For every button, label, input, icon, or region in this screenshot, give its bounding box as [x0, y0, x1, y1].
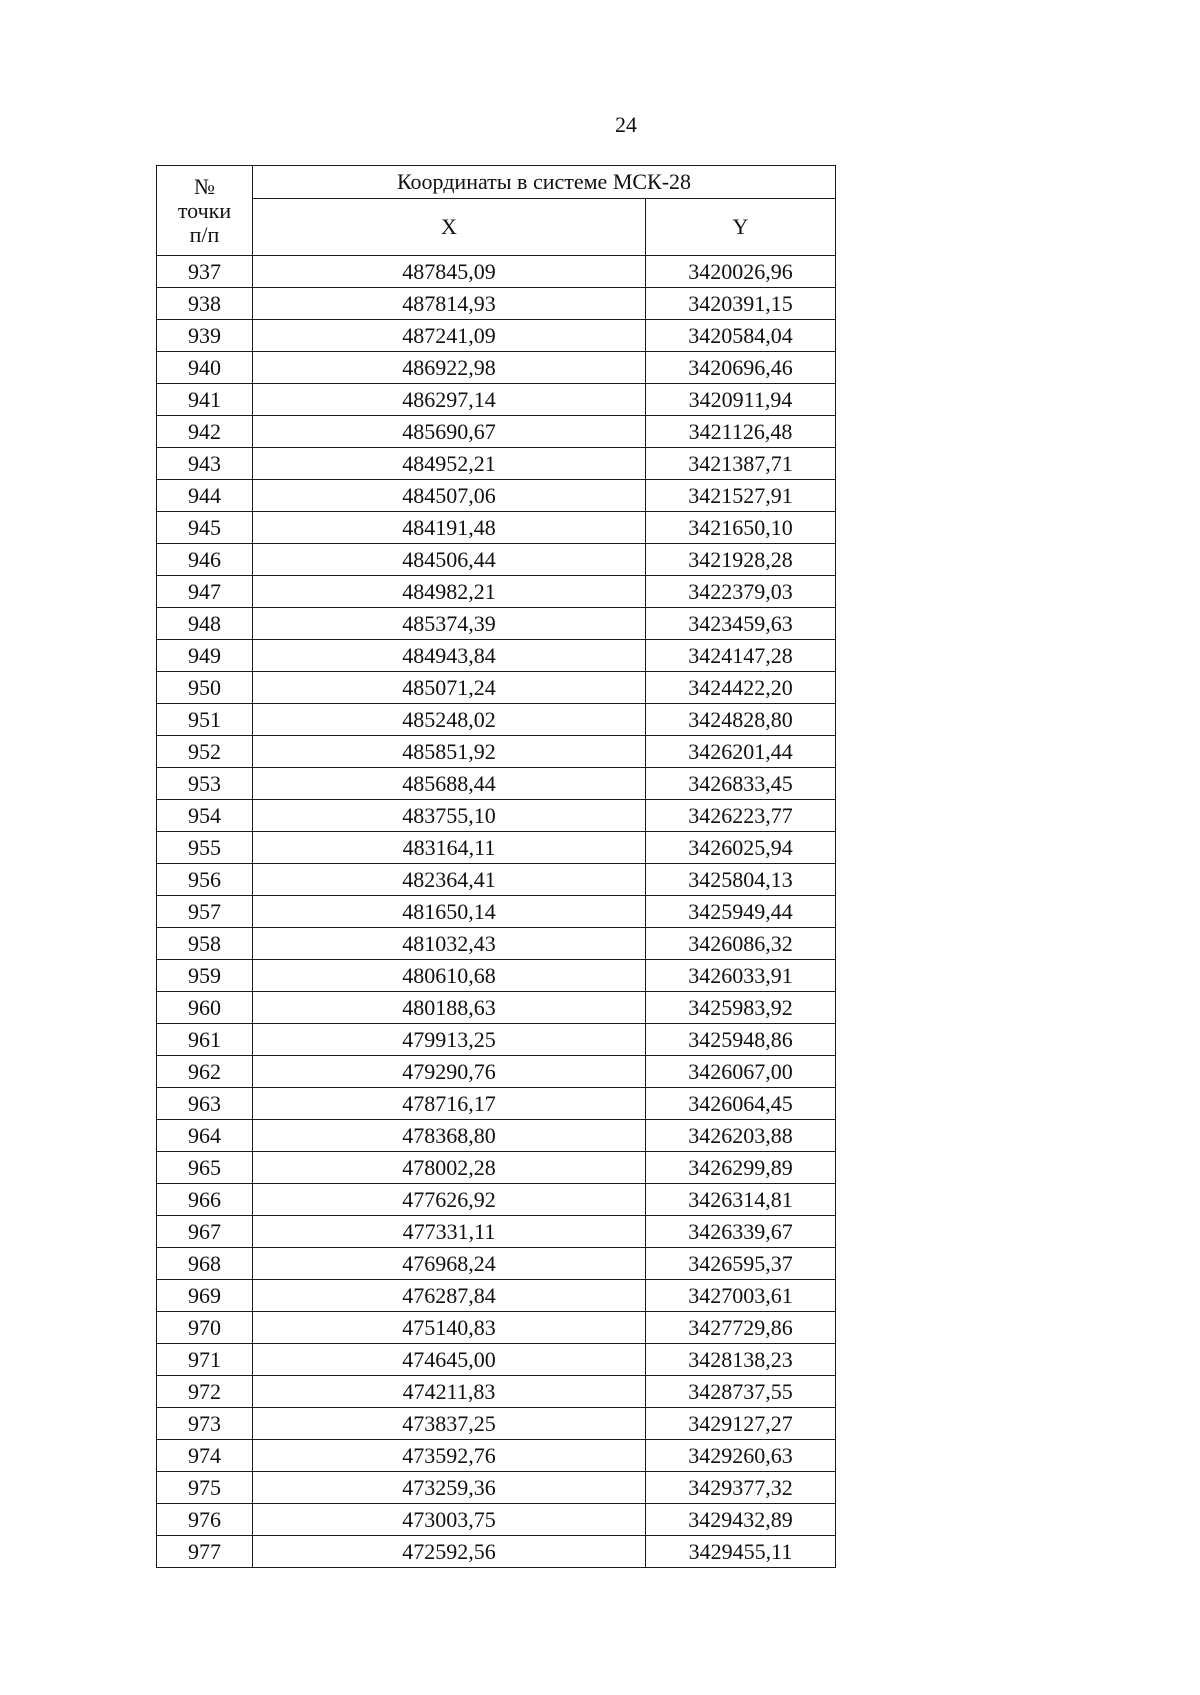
table-row — [157, 1024, 836, 1056]
point-number-cell: 958 — [157, 928, 253, 960]
y-coordinate-cell: 3420584,04 — [646, 320, 836, 352]
x-coordinate-cell: 474645,00 — [253, 1344, 646, 1376]
point-number-cell: 972 — [157, 1376, 253, 1408]
x-coordinate-cell: 480610,68 — [253, 960, 646, 992]
table-row — [157, 608, 836, 640]
table-row — [157, 320, 836, 352]
y-coordinate-cell: 3426086,32 — [646, 928, 836, 960]
point-number-cell: 939 — [157, 320, 253, 352]
point-number-cell: 966 — [157, 1184, 253, 1216]
y-coordinate-cell: 3429455,11 — [646, 1536, 836, 1568]
table-row — [157, 1056, 836, 1088]
x-coordinate-cell: 485248,02 — [253, 704, 646, 736]
point-number-cell: 946 — [157, 544, 253, 576]
point-number-cell: 940 — [157, 352, 253, 384]
table-row — [157, 256, 836, 288]
y-coordinate-cell: 3421650,10 — [646, 512, 836, 544]
table-row — [157, 288, 836, 320]
table-row — [157, 928, 836, 960]
point-number-cell: 962 — [157, 1056, 253, 1088]
x-coordinate-cell: 475140,83 — [253, 1312, 646, 1344]
y-coordinate-cell: 3421126,48 — [646, 416, 836, 448]
x-column-header: X — [253, 199, 646, 256]
y-coordinate-cell: 3426314,81 — [646, 1184, 836, 1216]
x-coordinate-cell: 478368,80 — [253, 1120, 646, 1152]
y-coordinate-cell: 3426299,89 — [646, 1152, 836, 1184]
point-number-cell: 949 — [157, 640, 253, 672]
table-row — [157, 1184, 836, 1216]
point-number-cell: 971 — [157, 1344, 253, 1376]
y-coordinate-cell: 3422379,03 — [646, 576, 836, 608]
x-coordinate-cell: 487814,93 — [253, 288, 646, 320]
y-coordinate-cell: 3427003,61 — [646, 1280, 836, 1312]
x-coordinate-cell: 485851,92 — [253, 736, 646, 768]
table-row — [157, 1088, 836, 1120]
y-coordinate-cell: 3426833,45 — [646, 768, 836, 800]
point-number-cell: 965 — [157, 1152, 253, 1184]
y-column-header: Y — [646, 199, 836, 256]
x-coordinate-cell: 477331,11 — [253, 1216, 646, 1248]
point-number-cell: 951 — [157, 704, 253, 736]
x-coordinate-cell: 483755,10 — [253, 800, 646, 832]
x-coordinate-cell: 485071,24 — [253, 672, 646, 704]
y-coordinate-cell: 3426203,88 — [646, 1120, 836, 1152]
x-coordinate-cell: 477626,92 — [253, 1184, 646, 1216]
x-coordinate-cell: 474211,83 — [253, 1376, 646, 1408]
point-number-cell: 960 — [157, 992, 253, 1024]
y-coordinate-cell: 3426223,77 — [646, 800, 836, 832]
y-coordinate-cell: 3424422,20 — [646, 672, 836, 704]
table-row — [157, 1312, 836, 1344]
table-row — [157, 672, 836, 704]
y-coordinate-cell: 3424828,80 — [646, 704, 836, 736]
table-row — [157, 1376, 836, 1408]
point-number-cell: 974 — [157, 1440, 253, 1472]
table-row — [157, 576, 836, 608]
point-number-cell: 964 — [157, 1120, 253, 1152]
table-row — [157, 1248, 836, 1280]
point-number-cell: 977 — [157, 1536, 253, 1568]
point-number-cell: 973 — [157, 1408, 253, 1440]
y-coordinate-cell: 3425948,86 — [646, 1024, 836, 1056]
x-coordinate-cell: 479913,25 — [253, 1024, 646, 1056]
x-coordinate-cell: 484943,84 — [253, 640, 646, 672]
x-coordinate-cell: 482364,41 — [253, 864, 646, 896]
point-number-header — [157, 166, 253, 256]
table-row — [157, 1152, 836, 1184]
y-coordinate-cell: 3428138,23 — [646, 1344, 836, 1376]
y-coordinate-cell: 3420391,15 — [646, 288, 836, 320]
point-number-cell: 937 — [157, 256, 253, 288]
x-coordinate-cell: 485690,67 — [253, 416, 646, 448]
y-coordinate-cell: 3426339,67 — [646, 1216, 836, 1248]
x-coordinate-cell: 485374,39 — [253, 608, 646, 640]
point-number-cell: 950 — [157, 672, 253, 704]
y-coordinate-cell: 3424147,28 — [646, 640, 836, 672]
y-coordinate-cell: 3421527,91 — [646, 480, 836, 512]
table-row — [157, 1280, 836, 1312]
point-number-cell: 968 — [157, 1248, 253, 1280]
x-coordinate-cell: 481650,14 — [253, 896, 646, 928]
y-coordinate-cell: 3427729,86 — [646, 1312, 836, 1344]
x-coordinate-cell: 487241,09 — [253, 320, 646, 352]
x-coordinate-cell: 484982,21 — [253, 576, 646, 608]
table-row — [157, 448, 836, 480]
x-coordinate-cell: 487845,09 — [253, 256, 646, 288]
table-row — [157, 864, 836, 896]
point-number-cell: 943 — [157, 448, 253, 480]
point-number-cell: 947 — [157, 576, 253, 608]
y-coordinate-cell: 3428737,55 — [646, 1376, 836, 1408]
x-coordinate-cell: 483164,11 — [253, 832, 646, 864]
x-coordinate-cell: 480188,63 — [253, 992, 646, 1024]
table-row — [157, 832, 836, 864]
x-coordinate-cell: 484952,21 — [253, 448, 646, 480]
point-number-cell: 953 — [157, 768, 253, 800]
point-number-cell: 942 — [157, 416, 253, 448]
point-number-cell: 956 — [157, 864, 253, 896]
point-number-cell: 938 — [157, 288, 253, 320]
x-coordinate-cell: 476968,24 — [253, 1248, 646, 1280]
y-coordinate-cell: 3421928,28 — [646, 544, 836, 576]
table-row — [157, 352, 836, 384]
point-number-cell: 954 — [157, 800, 253, 832]
table-row — [157, 480, 836, 512]
y-coordinate-cell: 3425983,92 — [646, 992, 836, 1024]
y-coordinate-cell: 3429260,63 — [646, 1440, 836, 1472]
page-number: 24 — [615, 112, 637, 137]
y-coordinate-cell: 3429377,32 — [646, 1472, 836, 1504]
table-row — [157, 544, 836, 576]
x-coordinate-cell: 473592,76 — [253, 1440, 646, 1472]
point-number-cell: 941 — [157, 384, 253, 416]
y-coordinate-cell: 3426064,45 — [646, 1088, 836, 1120]
table-body — [157, 256, 836, 1568]
coordinates-group-header: Координаты в системе МСК-28 — [253, 166, 836, 199]
y-coordinate-cell: 3429127,27 — [646, 1408, 836, 1440]
y-coordinate-cell: 3420696,46 — [646, 352, 836, 384]
x-coordinate-cell: 473003,75 — [253, 1504, 646, 1536]
x-coordinate-cell: 473837,25 — [253, 1408, 646, 1440]
table-row — [157, 1472, 836, 1504]
table-row — [157, 416, 836, 448]
point-number-header-line2: точки — [177, 197, 232, 223]
y-coordinate-cell: 3426595,37 — [646, 1248, 836, 1280]
point-number-cell: 955 — [157, 832, 253, 864]
point-number-cell: 957 — [157, 896, 253, 928]
point-number-header-line3: п/п — [189, 221, 220, 247]
y-coordinate-cell: 3420026,96 — [646, 256, 836, 288]
table-row — [157, 512, 836, 544]
x-coordinate-cell: 478002,28 — [253, 1152, 646, 1184]
point-number-cell: 970 — [157, 1312, 253, 1344]
point-number-cell: 961 — [157, 1024, 253, 1056]
point-number-cell: 952 — [157, 736, 253, 768]
x-coordinate-cell: 476287,84 — [253, 1280, 646, 1312]
table-row — [157, 1216, 836, 1248]
point-number-cell: 967 — [157, 1216, 253, 1248]
y-coordinate-cell: 3429432,89 — [646, 1504, 836, 1536]
x-coordinate-cell: 481032,43 — [253, 928, 646, 960]
x-coordinate-cell: 484507,06 — [253, 480, 646, 512]
table-row — [157, 960, 836, 992]
point-number-cell: 944 — [157, 480, 253, 512]
point-number-cell: 975 — [157, 1472, 253, 1504]
point-number-cell: 948 — [157, 608, 253, 640]
x-coordinate-cell: 484506,44 — [253, 544, 646, 576]
y-coordinate-cell: 3426067,00 — [646, 1056, 836, 1088]
y-coordinate-cell: 3426201,44 — [646, 736, 836, 768]
x-coordinate-cell: 484191,48 — [253, 512, 646, 544]
x-coordinate-cell: 479290,76 — [253, 1056, 646, 1088]
table-row — [157, 1504, 836, 1536]
x-coordinate-cell: 472592,56 — [253, 1536, 646, 1568]
table-row — [157, 736, 836, 768]
point-number-cell: 963 — [157, 1088, 253, 1120]
table-row — [157, 1536, 836, 1568]
x-coordinate-cell: 486297,14 — [253, 384, 646, 416]
y-coordinate-cell: 3425804,13 — [646, 864, 836, 896]
point-number-cell: 945 — [157, 512, 253, 544]
table-row — [157, 640, 836, 672]
table-row — [157, 1408, 836, 1440]
x-coordinate-cell: 473259,36 — [253, 1472, 646, 1504]
point-number-cell: 969 — [157, 1280, 253, 1312]
y-coordinate-cell: 3420911,94 — [646, 384, 836, 416]
table-row — [157, 896, 836, 928]
table-row — [157, 1120, 836, 1152]
x-coordinate-cell: 485688,44 — [253, 768, 646, 800]
table-row — [157, 1344, 836, 1376]
table-row — [157, 768, 836, 800]
coordinates-table — [156, 165, 836, 1568]
y-coordinate-cell: 3421387,71 — [646, 448, 836, 480]
table-row — [157, 384, 836, 416]
table-row — [157, 704, 836, 736]
point-number-cell: 959 — [157, 960, 253, 992]
x-coordinate-cell: 486922,98 — [253, 352, 646, 384]
point-number-cell: 976 — [157, 1504, 253, 1536]
y-coordinate-cell: 3426025,94 — [646, 832, 836, 864]
y-coordinate-cell: 3425949,44 — [646, 896, 836, 928]
y-coordinate-cell: 3423459,63 — [646, 608, 836, 640]
table-header — [157, 166, 836, 256]
x-coordinate-cell: 478716,17 — [253, 1088, 646, 1120]
y-coordinate-cell: 3426033,91 — [646, 960, 836, 992]
table-row — [157, 1440, 836, 1472]
point-number-header-line1: № — [194, 173, 215, 199]
table-row — [157, 992, 836, 1024]
table-row — [157, 800, 836, 832]
